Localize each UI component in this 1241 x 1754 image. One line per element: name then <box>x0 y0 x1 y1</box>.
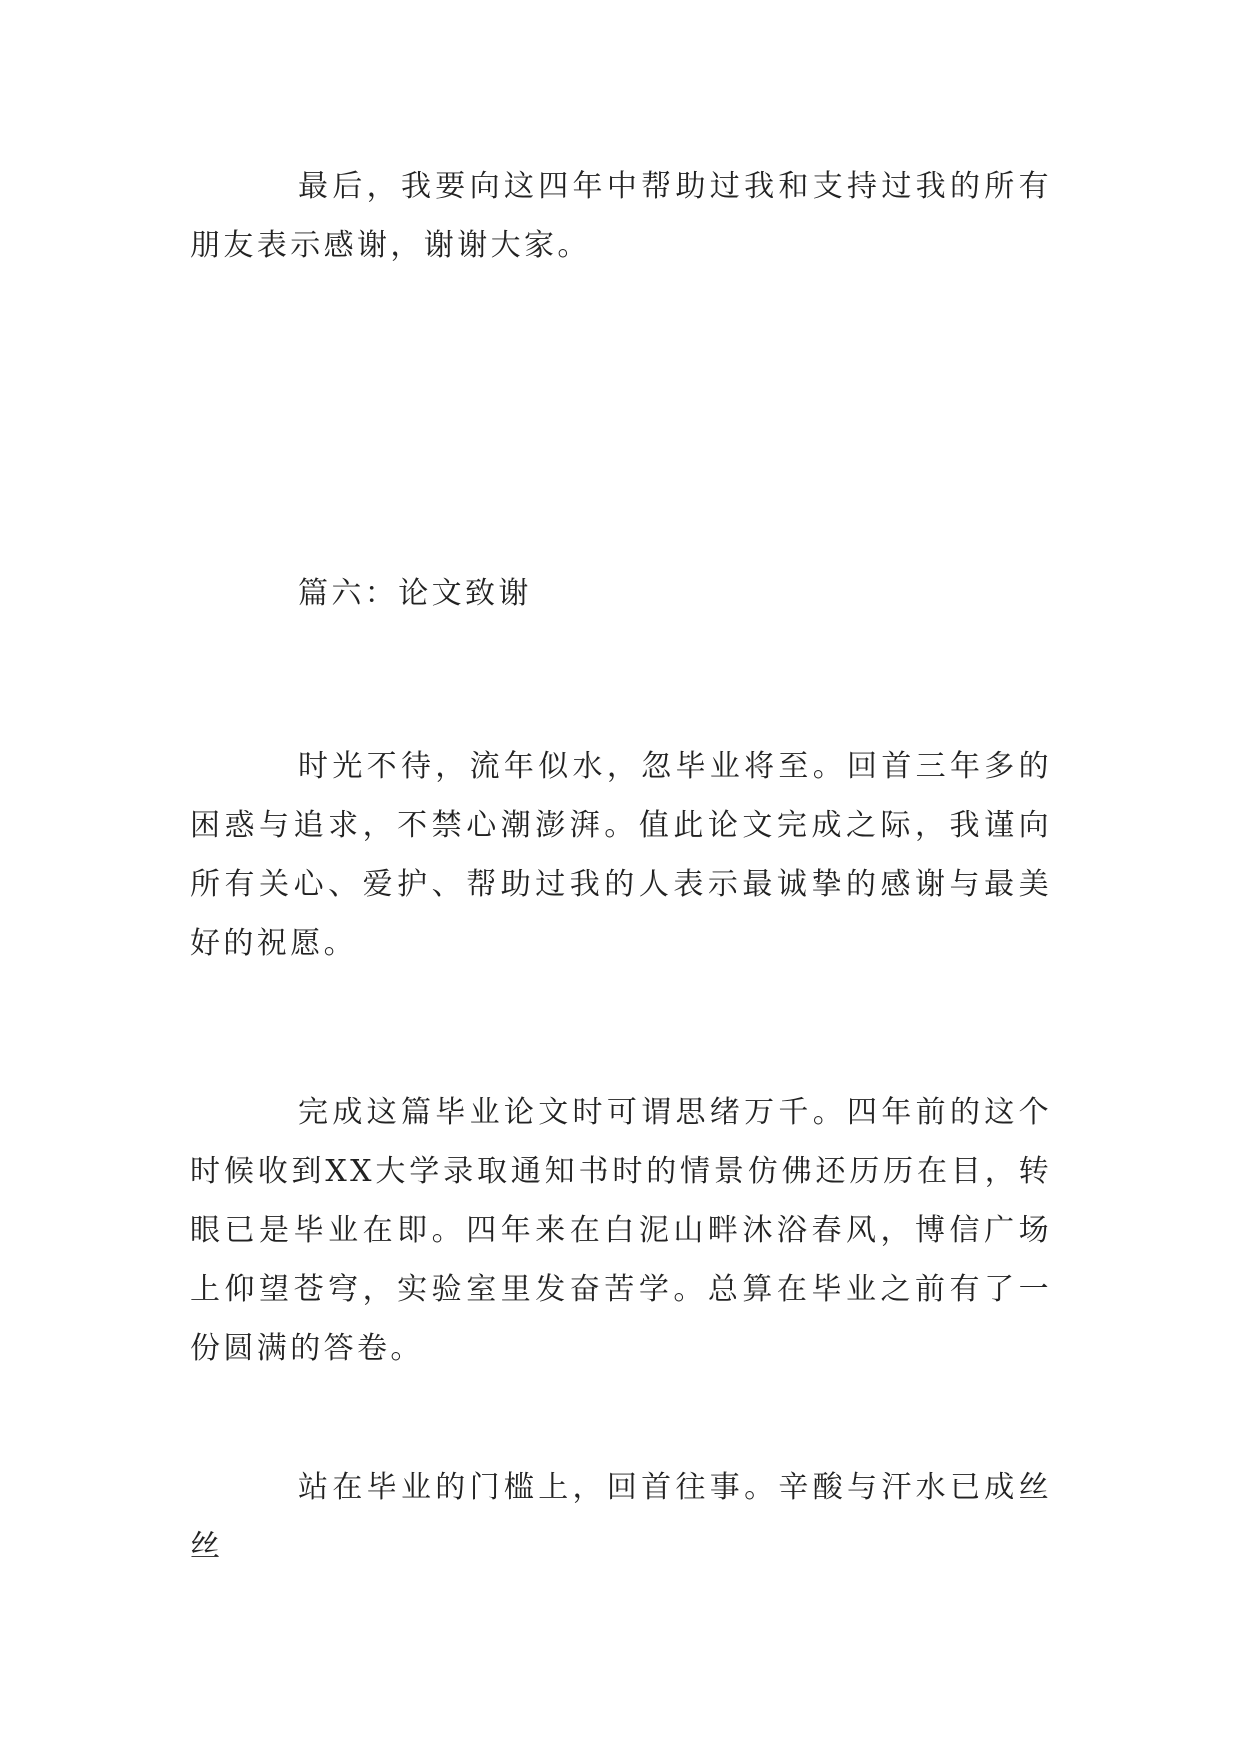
body-paragraph-3: 站在毕业的门槛上，回首往事。辛酸与汗水已成丝丝 <box>190 1470 1052 1564</box>
section-heading: 篇六：论文致谢 <box>298 576 532 611</box>
body-paragraph-1: 时光不待，流年似水，忽毕业将至。回首三年多的困惑与追求，不禁心潮澎湃。值此论文完成之际，我谨向所有关心、爱护、帮助过我的人表示最诚挚的感谢与最美好的祝愿。 <box>190 749 1052 961</box>
body-paragraph-2: 完成这篇毕业论文时可谓思绪万千。四年前的这个时候收到XX大学录取通知书时的情景仿佛还历历在目，转眼已是毕业在即。四年来在白泥山畔沐浴春风，博信广场上仰望苍穹，实验室里发奋苦学。总算在毕业之前有了一份圆满的答卷。 <box>190 1095 1052 1366</box>
closing-paragraph: 最后，我要向这四年中帮助过我和支持过我的所有朋友表示感谢，谢谢大家。 <box>190 169 1052 263</box>
